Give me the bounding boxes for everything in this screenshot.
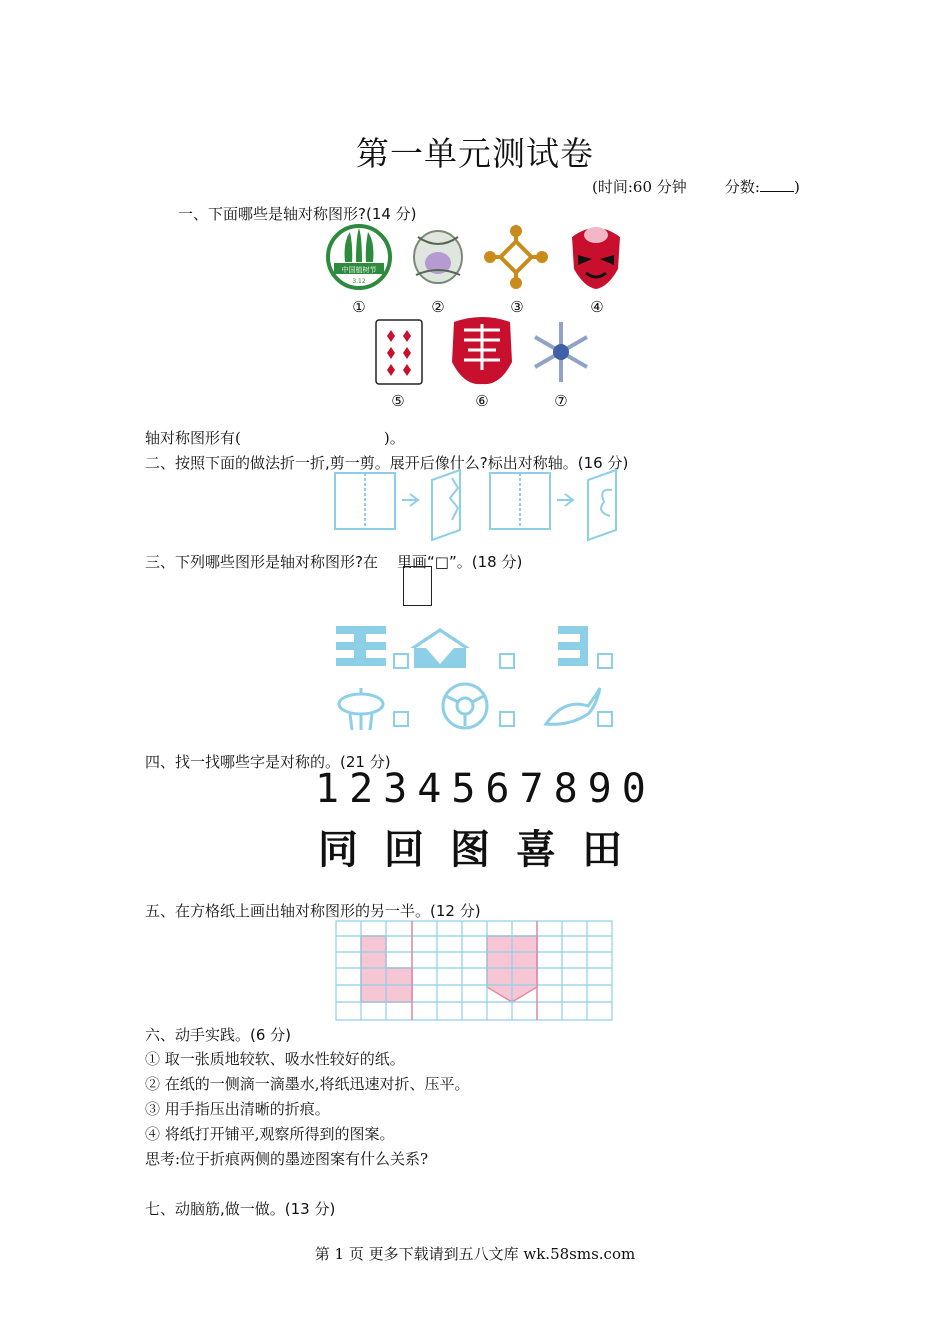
q1-answer-line: 轴对称图形有( )。 xyxy=(145,429,405,447)
q3-figures xyxy=(330,618,620,734)
opera-mask-figure xyxy=(572,227,620,289)
exam-meta: (时间:60 分钟 分数: ) xyxy=(592,178,800,196)
gold-knot-figure xyxy=(486,227,546,287)
ornament-figure xyxy=(414,231,462,283)
logo-text: 中国植树节 xyxy=(341,266,377,274)
tree-logo-figure xyxy=(328,226,390,288)
q7-heading: 七、动脑筋,做一做。(13 分) xyxy=(145,1200,336,1218)
character-row: 同回图喜田 xyxy=(318,827,648,873)
q5-grid-paper xyxy=(335,920,615,1024)
snowflake-figure xyxy=(535,322,587,382)
q3-answer-box-example xyxy=(403,566,432,606)
q5-heading: 五、在方格纸上画出轴对称图形的另一半。(12 分) xyxy=(145,902,481,920)
q2-heading: 二、按照下面的做法折一折,剪一剪。展开后像什么?标出对称轴。(16 分) xyxy=(145,454,629,472)
q3-heading: 三、下列哪些图形是轴对称图形?在 里画“□”。(18 分) xyxy=(145,553,523,571)
q6-step-3: ③ 用手指压出清晰的折痕。 xyxy=(145,1100,330,1118)
q6-step-1: ① 取一张质地较软、吸水性较好的纸。 xyxy=(145,1050,405,1068)
page-title: 第一单元测试卷 xyxy=(356,134,594,173)
q6-step-4: ④ 将纸打开铺平,观察所得到的图案。 xyxy=(145,1125,395,1143)
time-limit: (时间:60 分钟 xyxy=(592,178,687,196)
figure-label-2: ② xyxy=(431,298,445,316)
page-footer: 第 1 页 更多下载请到五八文库 wk.58sms.com xyxy=(314,1245,636,1263)
figure-label-4: ④ xyxy=(590,298,604,316)
figure-label-7: ⑦ xyxy=(554,392,568,410)
figure-label-3: ③ xyxy=(510,298,524,316)
figure-label-1: ① xyxy=(352,298,366,316)
score-label: 分数: xyxy=(724,178,760,196)
q6-step-2: ② 在纸的一侧滴一滴墨水,将纸迅速对折、压平。 xyxy=(145,1075,470,1093)
q1-heading: 一、下面哪些是轴对称图形?(14 分) xyxy=(178,205,417,223)
logo-date: 3.12 xyxy=(352,278,366,285)
digit-row: 1234567890 xyxy=(315,766,656,812)
score-blank xyxy=(760,177,794,192)
q6-think-question: 思考:位于折痕两侧的墨迹图案有什么关系? xyxy=(145,1150,429,1168)
playing-card-figure xyxy=(376,320,422,384)
figure-label-5: ⑤ xyxy=(391,392,405,410)
figure-label-6: ⑥ xyxy=(475,392,489,410)
q4-heading: 四、找一找哪些字是对称的。(21 分) xyxy=(145,753,391,771)
q6-heading: 六、动手实践。(6 分) xyxy=(145,1026,292,1044)
double-happiness-figure xyxy=(452,317,512,384)
q2-fold-diagram xyxy=(330,468,620,544)
